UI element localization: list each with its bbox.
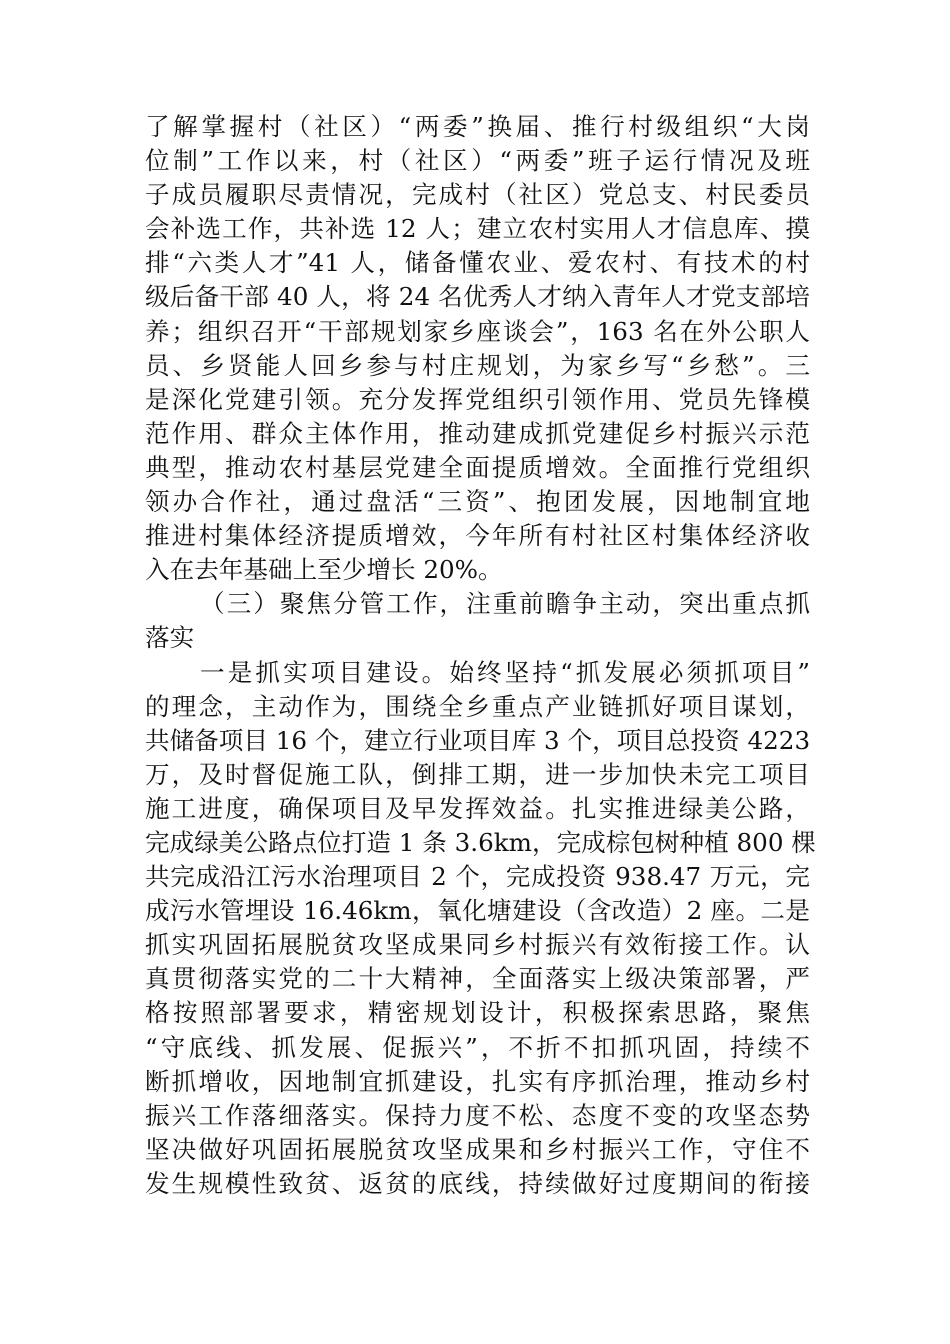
text-line: 员、乡贤能人回乡参与村庄规划，为家乡写“乡愁”。三	[145, 350, 810, 380]
text-line: 抓实巩固拓展脱贫攻坚成果同乡村振兴有效衔接工作。认	[145, 930, 810, 960]
text-line: 成污水管埋设 16.46km，氧化塘建设（含改造）2 座。二是	[145, 896, 810, 926]
text-line: 养；组织召开“干部规划家乡座谈会”，163 名在外公职人	[145, 316, 810, 346]
text-line: 共完成沿江污水治理项目 2 个，完成投资 938.47 万元，完	[145, 862, 810, 892]
section-heading-continued: 落实	[145, 623, 195, 653]
text-line: “守底线、抓发展、促振兴”，不折不扣抓巩固，持续不	[145, 1032, 810, 1062]
text-line: 断抓增收，因地制宜抓建设，扎实有序抓治理，推动乡村	[145, 1066, 810, 1096]
text-line: 会补选工作，共补选 12 人；建立农村实用人才信息库、摸	[145, 214, 810, 244]
text-line: 完成绿美公路点位打造 1 条 3.6km，完成棕包树种植 800 棵	[145, 827, 816, 857]
text-line: 发生规模性致贫、返贫的底线，持续做好过度期间的衔接	[145, 1168, 810, 1198]
text-line: 典型，推动农村基层党建全面提质增效。全面推行党组织	[145, 452, 810, 482]
text-line: 坚决做好巩固拓展脱贫攻坚成果和乡村振兴工作，守住不	[145, 1134, 810, 1164]
text-line: 格按照部署要求，精密规划设计，积极探索思路，聚焦	[145, 998, 810, 1028]
text-line: 是深化党建引领。充分发挥党组织引领作用、党员先锋模	[145, 384, 810, 414]
paragraph-start: 一是抓实项目建设。始终坚持“抓发展必须抓项目”	[200, 657, 810, 687]
text-line: 领办合作社，通过盘活“三资”、抱团发展，因地制宜地	[145, 487, 810, 517]
text-line: 真贯彻落实党的二十大精神，全面落实上级决策部署，严	[145, 964, 810, 994]
section-heading: （三）聚焦分管工作，注重前瞻争主动，突出重点抓	[200, 589, 810, 619]
text-line: 级后备干部 40 人，将 24 名优秀人才纳入青年人才党支部培	[145, 282, 810, 312]
body-text	[145, 110, 816, 1201]
text-line: 施工进度，确保项目及早发挥效益。扎实推进绿美公路，	[145, 793, 810, 823]
text-line: 入在去年基础上至少增长 20%。	[145, 555, 503, 585]
text-line: 排“六类人才”41 人，储备懂农业、爱农村、有技术的村	[145, 248, 810, 278]
text-line: 了解掌握村（社区）“两委”换届、推行村级组织“大岗	[145, 112, 810, 141]
text-line: 的理念，主动作为，围绕全乡重点产业链抓好项目谋划，	[145, 691, 810, 721]
text-line: 推进村集体经济提质增效，今年所有村社区村集体经济收	[145, 521, 810, 551]
text-line: 位制”工作以来，村（社区）“两委”班子运行情况及班	[145, 146, 810, 176]
text-line: 振兴工作落细落实。保持力度不松、态度不变的攻坚态势	[145, 1100, 810, 1130]
text-line: 范作用、群众主体作用，推动建成抓党建促乡村振兴示范	[145, 418, 810, 448]
text-line: 子成员履职尽责情况，完成村（社区）党总支、村民委员	[145, 180, 810, 210]
text-line: 共储备项目 16 个，建立行业项目库 3 个，项目总投资 4223	[145, 725, 811, 755]
text-line: 万，及时督促施工队，倒排工期，进一步加快未完工项目	[145, 759, 810, 789]
